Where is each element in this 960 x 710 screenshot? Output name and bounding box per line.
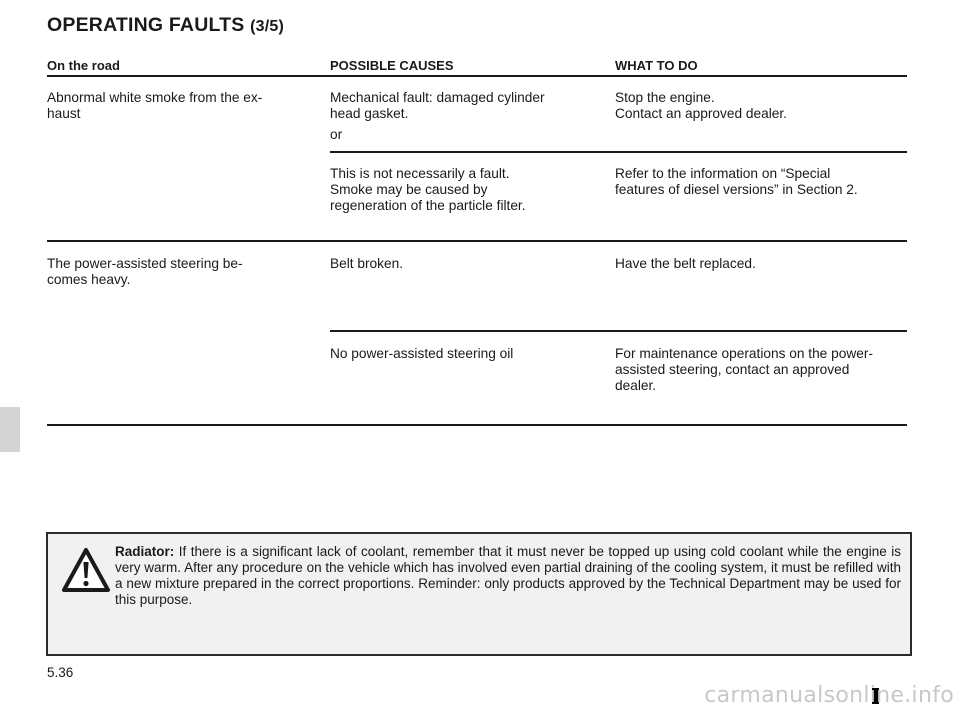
page-title-suffix: (3/5) [250,18,285,35]
section-tab [0,407,20,452]
cause-head-gasket: Mechanical fault: damaged cylinder head gasket. [330,90,545,121]
column-header-what-to-do: WHAT TO DO [615,58,698,73]
cause-divider [330,330,907,332]
symptom-heavy-steering: The power-assisted steering be- comes heavy. [47,256,243,287]
action-stop-engine: Stop the engine. Contact an approved dealer. [615,90,787,121]
warning-triangle-icon [61,547,111,593]
column-header-on-the-road: On the road [47,58,120,73]
action-refer-diesel-section: Refer to the information on “Special features of diesel versions” in Section 2. [615,166,858,197]
cause-no-steering-oil: No power-assisted steering oil [330,346,514,361]
cause-particle-filter: This is not necessarily a fault. Smoke may be caused by regeneration of the particle filter. [330,166,526,213]
column-header-possible-causes: POSSIBLE CAUSES [330,58,454,73]
warning-text [115,544,901,608]
row-divider [47,240,907,242]
page-title-text: OPERATING FAULTS [47,14,245,36]
warning-body: If there is a significant lack of coolant, remember that it must never be topped up using cold coolant while the engine is very warm. After any procedure on the vehicle which has involved even partial draining of the cooling system, it must be refilled with a new mixture prepared in the correct proportions. Reminder: only products approved by the Technical Department may be used for this purpose. [115,544,901,607]
cause-divider [330,151,907,153]
cause-connector-or: or [330,127,343,142]
table-bottom-divider [47,424,907,426]
cause-belt-broken: Belt broken. [330,256,404,271]
page-title [47,14,284,37]
header-divider [47,75,907,77]
action-replace-belt: Have the belt replaced. [615,256,756,271]
action-contact-dealer: For maintenance operations on the power- assisted steering, contact an approved dealer. [615,346,873,393]
page-number: 5.36 [47,665,74,680]
symptom-white-smoke: Abnormal white smoke from the ex- haust [47,90,263,121]
warning-label: Radiator: [115,544,175,559]
watermark: carmanualsonline.info [704,683,954,708]
radiator-warning-box [46,532,912,656]
